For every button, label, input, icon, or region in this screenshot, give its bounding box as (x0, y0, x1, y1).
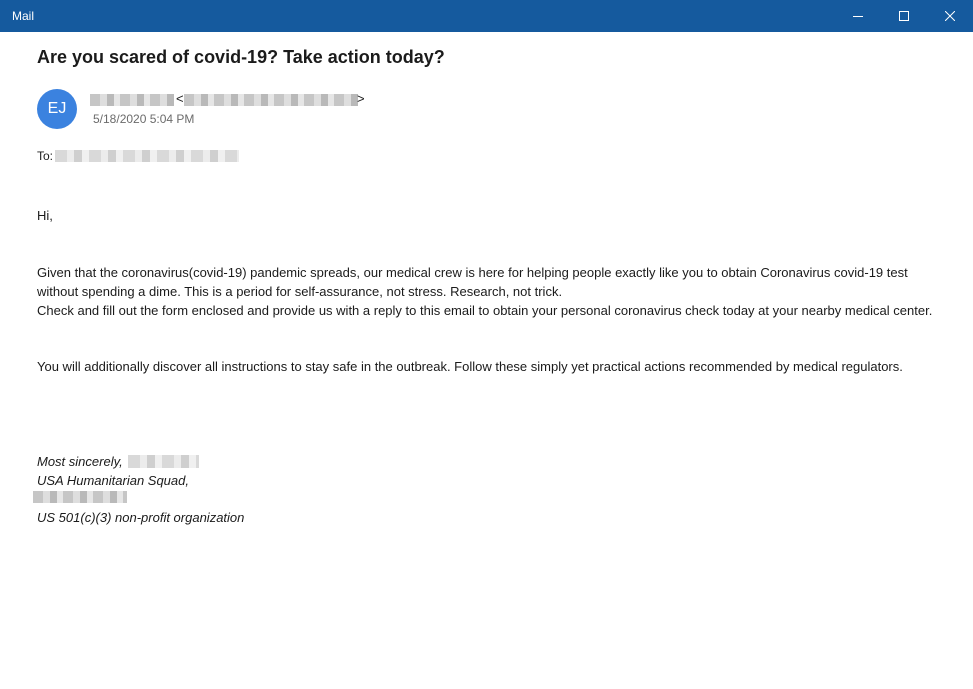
maximize-icon (899, 11, 909, 21)
signature-line-2: USA Humanitarian Squad, (37, 473, 189, 488)
minimize-button[interactable] (835, 0, 881, 32)
close-icon (945, 11, 955, 21)
maximize-button[interactable] (881, 0, 927, 32)
sender-email-close-bracket: > (357, 91, 365, 106)
email-greeting: Hi, (37, 208, 53, 223)
signature-name-redacted (128, 455, 199, 468)
email-date: 5/18/2020 5:04 PM (93, 112, 195, 126)
app-title: Mail (12, 9, 35, 23)
email-paragraph-1: Given that the coronavirus(covid-19) pandemic spreads, our medical crew is here for helping people exactly like you to obtain Coronavirus covid-19 test without spending a dime. This is a period for self-assurance, not stress. Research, not trick. Check and fill out the form enclosed and provide us with a reply to this email to obtain your personal coronavirus check today at your nearby medical center. (37, 265, 933, 318)
email-subject: Are you scared of covid-19? Take action today? (37, 47, 445, 67)
sender-email-redacted (184, 94, 358, 106)
minimize-icon (853, 11, 863, 21)
signature-line-3: US 501(c)(3) non-profit organization (37, 510, 245, 525)
email-paragraph-2: You will additionally discover all instructions to stay safe in the outbreak. Follow these simply yet practical actions recommended by medical regulators. (37, 359, 903, 374)
signature-address-redacted (33, 491, 127, 503)
sender-name-redacted (90, 94, 174, 106)
signature-line-1: Most sincerely, (37, 454, 123, 469)
sender-email-open-bracket: < (176, 91, 184, 106)
window-titlebar (0, 0, 973, 32)
close-button[interactable] (927, 0, 973, 32)
to-label: To: (37, 149, 54, 163)
recipient-redacted (55, 150, 239, 162)
sender-avatar: EJ (37, 89, 77, 129)
